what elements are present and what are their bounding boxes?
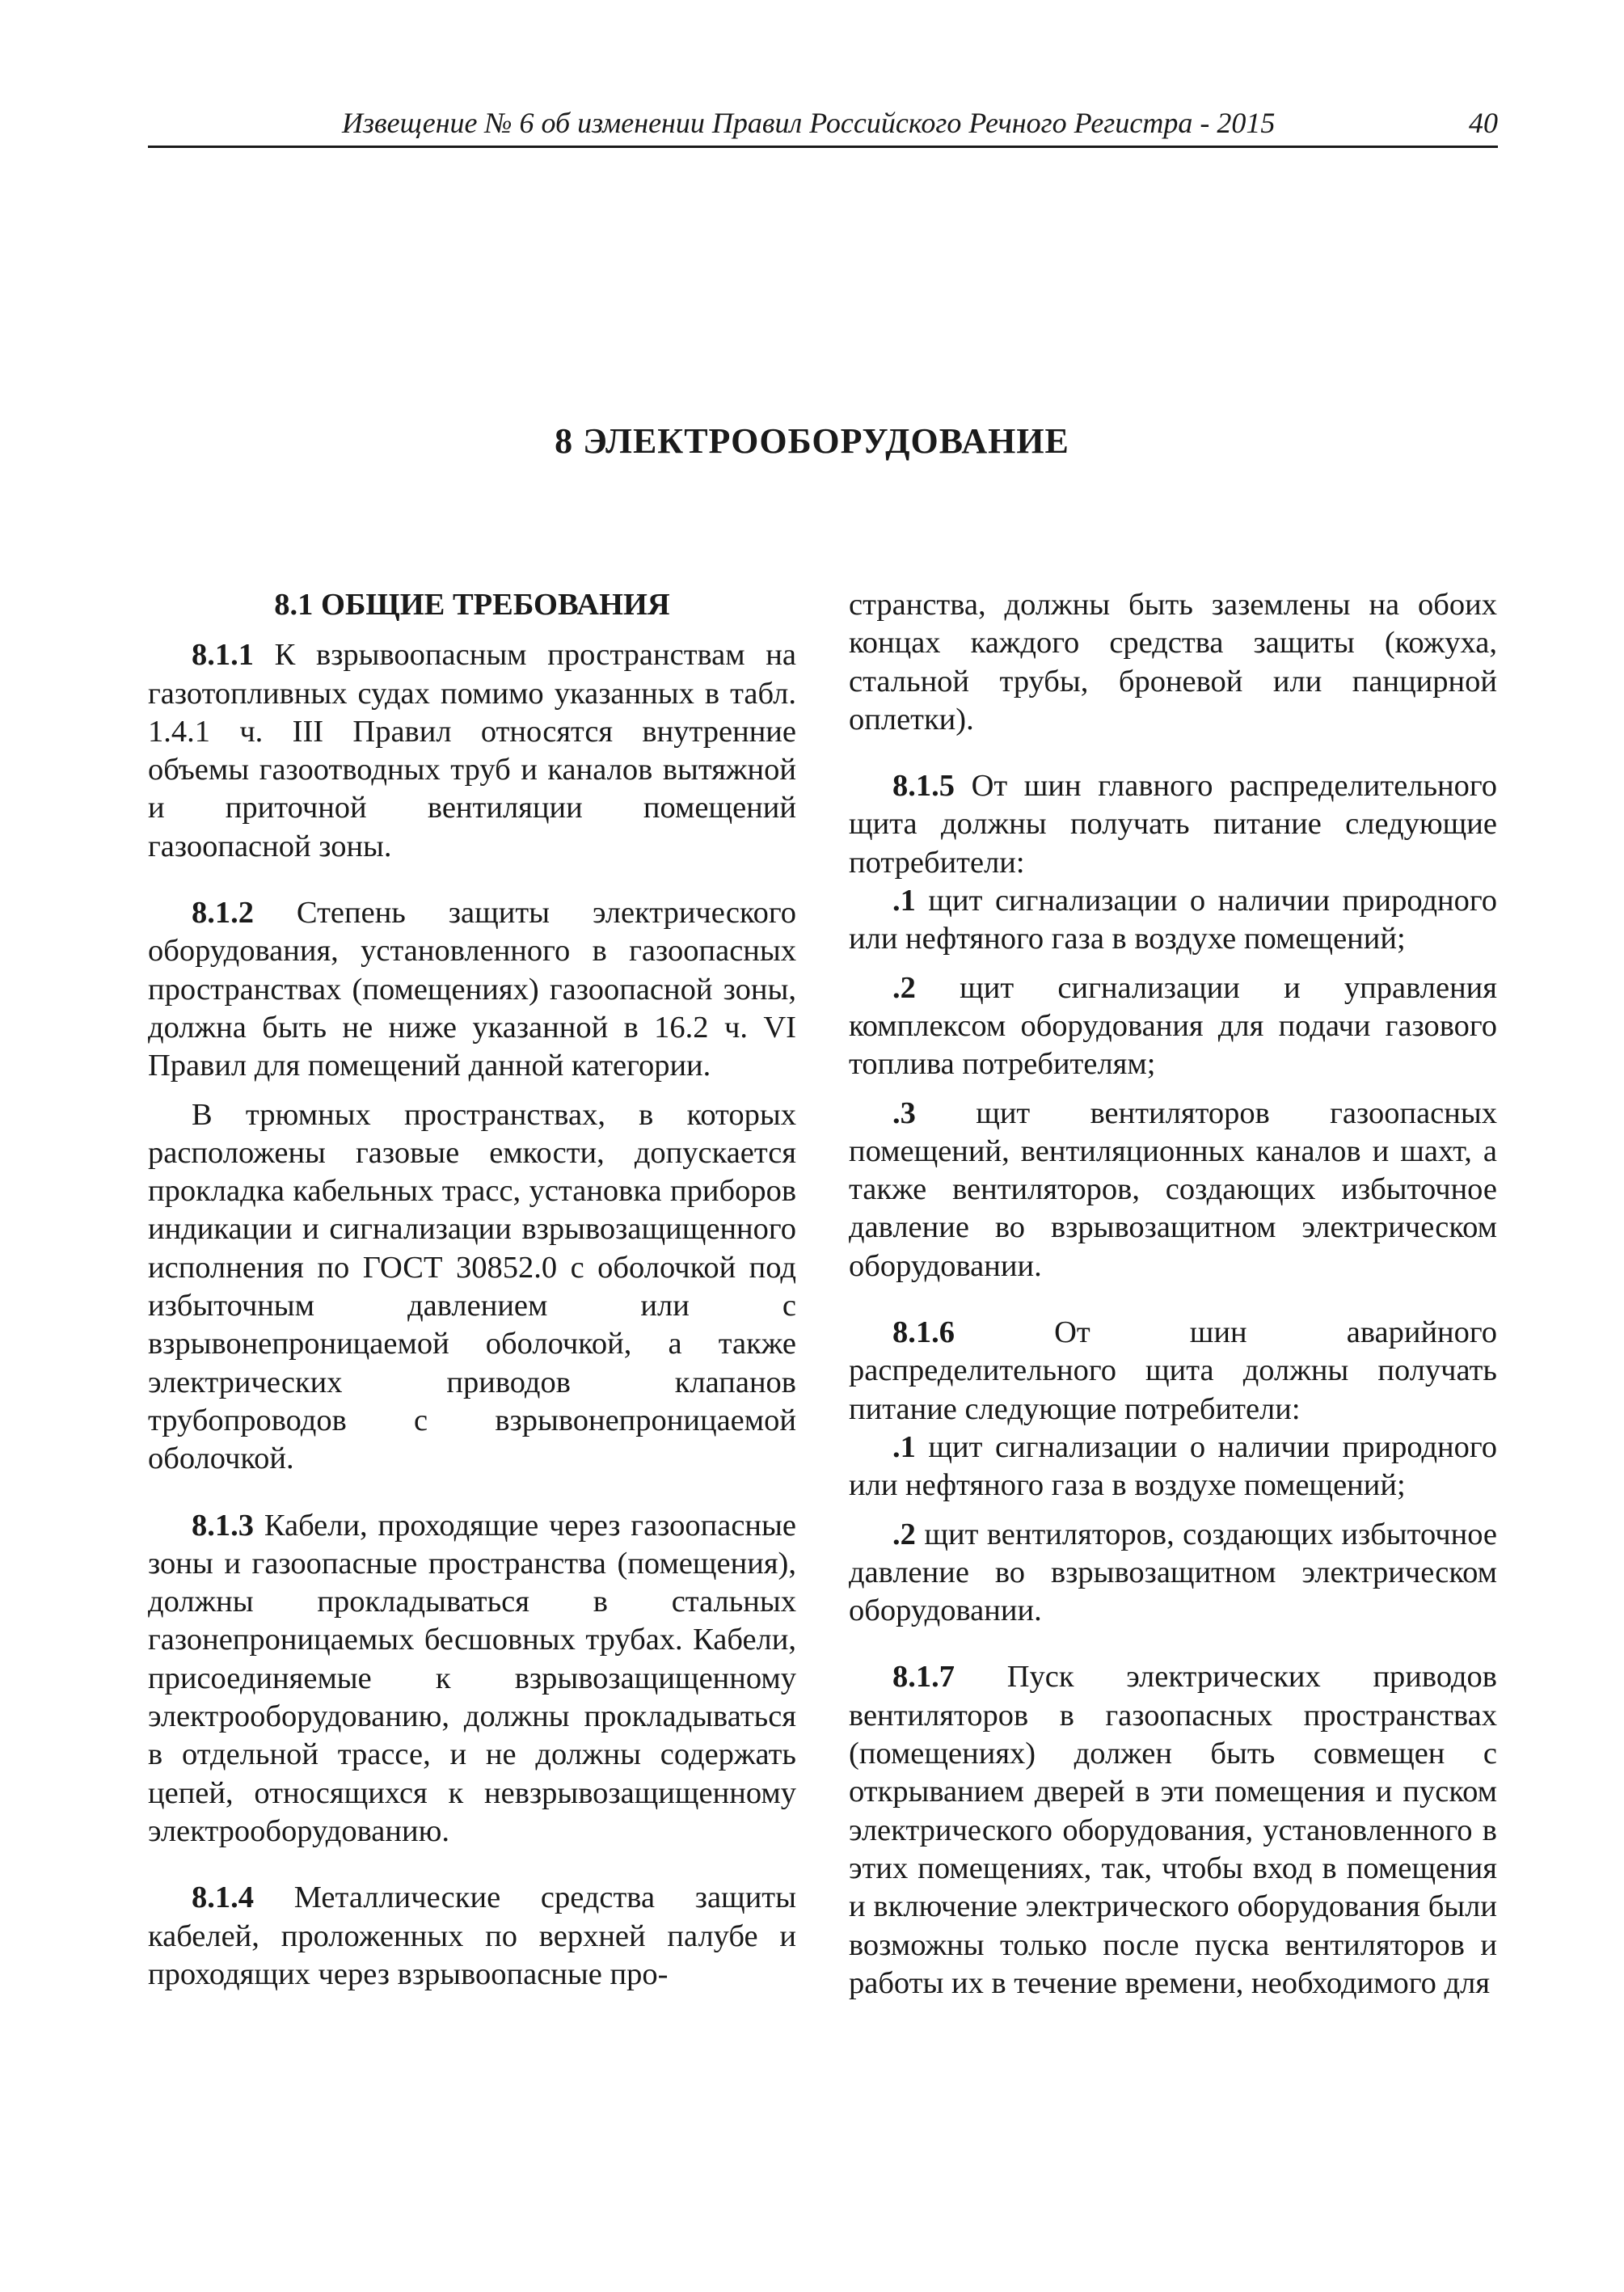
clause-number: 8.1.6 (892, 1315, 955, 1350)
paragraph-8-1-5 (849, 767, 1497, 882)
item-text: щит вентиляторов газоопасных помещений, вентиляционных каналов и шахт, а также вентиляторов, создающих избыточное давление во взрывозащитном электрическом оборудовании. (849, 1095, 1497, 1283)
item-text: щит сигнализации о наличии природного или нефтяного газа в воздухе помещений; (849, 1429, 1497, 1503)
list-item (849, 882, 1497, 959)
left-column (148, 586, 796, 1994)
paragraph-8-1-4 (148, 1879, 796, 1994)
item-number: .1 (892, 884, 916, 918)
clause-text: Металлические средства защиты кабелей, проложенных по верхней палубе и проходящих через взрывоопасные про- (148, 1880, 796, 1991)
paragraph-8-1-7 (849, 1658, 1497, 2003)
chapter-title: 8 ЭЛЕКТРООБОРУДОВАНИЕ (555, 421, 1069, 461)
list-item (849, 1429, 1497, 1505)
right-column (849, 586, 1497, 2003)
item-number: .1 (892, 1429, 916, 1464)
clause-text: От шин аварийного распределительного щита должны получать питание следующие потребители: (849, 1315, 1497, 1426)
clause-text: Степень защиты электрического оборудования, установленного в газоопасных пространствах (помещениях) газоопасной зоны, должна быть не ниже указанной в 16.2 ч. VI Правил для помещений данной категории. (148, 896, 796, 1083)
clause-number: 8.1.1 (192, 638, 254, 673)
item-text: щит сигнализации и управления комплексом оборудования для подачи газового топлива потребителям; (849, 970, 1497, 1082)
page-number: 40 (1469, 107, 1498, 139)
clause-text: Пуск электрических приводов вентиляторов в газоопасных пространствах (помещениях) должен быть совмещен с открыванием дверей в эти помещения и пуском электрического оборудования, установленного в этих помещениях, так, чтобы вход в помещения и включение электрического оборудования были возможны только после пуска вентиляторов и работы их в течение времени, необходимого для (849, 1660, 1497, 2000)
item-number: .2 (892, 1517, 916, 1551)
clause-text: К взрывоопасным пространствам на газотопливных судах помимо указанных в табл. 1.4.1 ч. III Правил относятся внутренние объемы газоотводных труб и каналов вытяжной и приточной вентиляции помещений газоопасной зоны. (148, 638, 796, 863)
clause-number: 8.1.7 (892, 1660, 955, 1695)
paragraph-8-1-3 (148, 1507, 796, 1851)
list-item (849, 1516, 1497, 1631)
paragraph-8-1-4-continued: странства, должны быть заземлены на обоих концах каждого средства защиты (кожуха, стальной трубы, броневой или панцирной оплетки). (849, 588, 1497, 737)
paragraph-8-1-2-continued: В трюмных пространствах, в которых расположены газовые емкости, допускается прокладка кабельных трасс, установка приборов индикации и сигнализации взрывозащищенного исполнения по ГОСТ 30852.0 с оболочкой под избыточным давлением или с взрывонепроницаемой оболочкой, а также электрических приводов клапанов трубопроводов с взрывонепроницаемой оболочкой. (148, 1097, 796, 1476)
item-number: .2 (892, 970, 916, 1005)
running-header (148, 105, 1498, 148)
section-heading: 8.1 ОБЩИЕ ТРЕБОВАНИЯ (274, 588, 670, 622)
clause-number: 8.1.4 (192, 1880, 254, 1915)
paragraph-8-1-1 (148, 636, 796, 866)
list-item (849, 1095, 1497, 1285)
clause-number: 8.1.3 (192, 1508, 254, 1543)
list-item (849, 969, 1497, 1084)
paragraph-8-1-6 (849, 1314, 1497, 1429)
paragraph-8-1-2 (148, 894, 796, 1085)
clause-text: От шин главного распределительного щита должны получать питание следующие потребители: (849, 769, 1497, 880)
clause-number: 8.1.2 (192, 896, 254, 931)
item-text: щит вентиляторов, создающих избыточное давление во взрывозащитном электрическом оборудовании. (849, 1517, 1497, 1628)
clause-text: Кабели, проходящие через газоопасные зоны и газоопасные пространства (помещения), должны прокладываться в стальных газонепроницаемых бесшовных трубах. Кабели, присоединяемые к взрывозащищенному электрооборудованию, должны прокладываться в отдельной трассе, и не должны содержать цепей, относящихся к невзрывозащищенному электрооборудованию. (148, 1508, 796, 1848)
header-title: Извещение № 6 об изменении Правил Российского Речного Регистра - 2015 (342, 107, 1276, 139)
item-text: щит сигнализации о наличии природного или нефтяного газа в воздухе помещений; (849, 884, 1497, 956)
item-number: .3 (892, 1095, 916, 1130)
clause-number: 8.1.5 (892, 769, 955, 804)
